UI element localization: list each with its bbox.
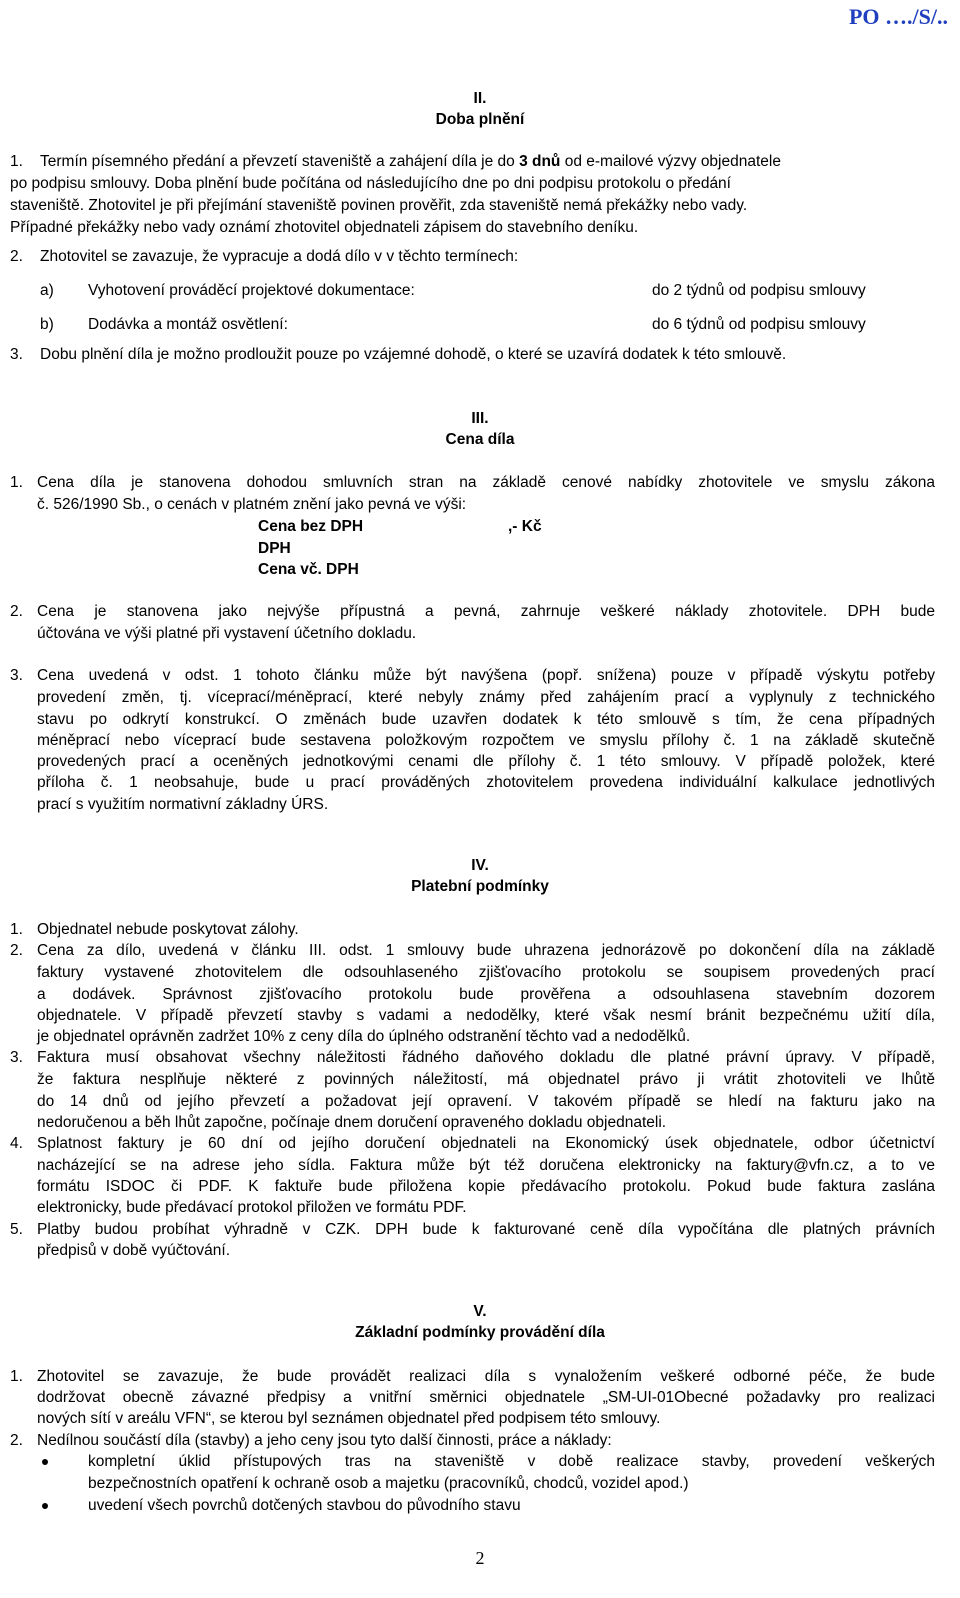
s3-p2-number: 2. [10,603,23,620]
s5-p2-number: 2. [10,1432,23,1449]
s3-p2-line2: účtována ve výši platné při vystavení účetního dokladu. [37,625,417,642]
s5-bullet-line: bezpečnostních opatření k ochraně osob a majetku (pracovníků, chodců, vozidel apod.) [88,1475,689,1492]
section-2-number: II. [473,90,487,107]
s3-p3-line: příloha č. 1 neobsahuje, bude u prací prováděných zhotovitelem provedena individuální kalkulace jednotlivých [37,774,935,791]
section-5-number: V. [473,1303,487,1320]
s2-item-b-letter: b) [40,316,54,333]
vat-label: DPH [258,540,291,557]
s5-bullet-line: uvedení všech povrchů dotčených stavbou do původního stavu [88,1497,521,1514]
s4-item-line: Splatnost faktury je 60 dní od jejího doručení objednateli na Ekonomický úsek objednatele, odbor účetnictví [37,1135,935,1152]
price-without-vat-label: Cena bez DPH [258,518,364,535]
s4-item-number: 5. [10,1221,23,1238]
s4-item-line: faktury vystavené zhotovitelem dle odsouhlaseného zjišťovacího protokolu se soupisem provedených prací [37,964,935,981]
s4-item-line: je objednatel oprávněn zadržet 10% z ceny díla do úplného odstranění těchto vad a nedodělků. [37,1028,691,1045]
section-3-number: III. [471,410,489,427]
s3-p2-line1: Cena je stanovena jako nejvýše přípustná a pevná, zahrnuje veškeré náklady zhotovitele. DPH bude [37,603,935,620]
s5-p1-line: Zhotovitel se zavazuje, že bude provádět realizaci díla s vynaložením veškeré odborné péče, že bude [37,1368,935,1385]
bullet-icon [42,1503,48,1509]
s2-p3-number: 3. [10,346,23,363]
s4-item-line: nacházející se na adrese jeho sídla. Faktura může být též doručena elektronicky na faktury@vfn.cz, a to ve [37,1157,935,1174]
s3-p1-line1: Cena díla je stanovena dohodou smluvních stran na základě cenové nabídky zhotovitele ve smyslu zákona [37,474,935,491]
s4-item-number: 2. [10,942,23,959]
s2-item-b-term: do 6 týdnů od podpisu smlouvy [652,316,866,333]
s3-p3-line: provedení změn, tj. víceprací/méněprací, které nebyly známy před zahájením prací a vyplynuly z technického [37,689,935,706]
s4-item-line: Objednatel nebude poskytovat zálohy. [37,921,299,938]
s2-item-a-letter: a) [40,282,54,299]
s2-item-a-term: do 2 týdnů od podpisu smlouvy [652,282,866,299]
s4-item-line: Platby budou probíhat výhradně v CZK. DPH bude k fakturované ceně díla vypočítána dle platných právních [37,1221,935,1238]
price-unit: ,- Kč [508,518,542,535]
s4-item-line: nedoručenou a běh lhůt započne, počínaje dnem doručení opraveného dokladu objednateli. [37,1114,667,1131]
section-3-title: Cena díla [445,431,515,448]
s4-item-line: že faktura nesplňuje některé z povinných náležitostí, má objednatel právo ji vrátit zhotoviteli ve lhůtě [37,1071,935,1088]
s5-p2-text: Nedílnou součástí díla (stavby) a jeho ceny jsou tyto další činnosti, práce a náklady: [37,1432,612,1449]
s2-p1-line1: Termín písemného předání a převzetí staveniště a zahájení díla je do 3 dnů od e-mailové výzvy objednatele [40,153,781,170]
section-4-title: Platební podmínky [411,878,549,895]
s2-p1-line2: po podpisu smlouvy. Doba plnění bude počítána od následujícího dne po dni podpisu protokolu o předání [10,175,731,192]
s3-p1-line2: č. 526/1990 Sb., o cenách v platném znění jako pevná ve výši: [37,496,467,513]
s2-p1-number: 1. [10,153,23,170]
s4-item-line: Faktura musí obsahovat všechny náležitosti řádného daňového dokladu dle platné právní úpravy. V případě, [37,1049,935,1066]
section-2-title: Doba plnění [435,111,525,128]
s2-p2-text: Zhotovitel se zavazuje, že vypracuje a dodá dílo v v těchto termínech: [40,248,519,265]
s3-p1-number: 1. [10,474,23,491]
s4-item-line: předpisů v době vyúčtování. [37,1242,231,1259]
s2-p1-line4: Případné překážky nebo vady oznámí zhotovitel objednateli zápisem do stavebního deníku. [10,219,639,236]
s4-item-line: objednatele. V případě převzetí stavby s vadami a nedodělky, které však nesmí bránit bezpečnému užití díla, [37,1007,935,1024]
s5-bullet-line: kompletní úklid přístupových tras na staveniště v době realizace stavby, provedení veškerých [88,1453,935,1470]
document-reference: PO …./S/.. [848,4,948,29]
section-5-title: Základní podmínky provádění díla [355,1324,605,1341]
s4-item-line: a dodávek. Správnost zjišťovacího protokolu bude prověřena a odsouhlasena stavebním dozorem [37,986,935,1003]
s2-p1-line3: staveniště. Zhotovitel je při přejímání staveniště povinen prověřit, zda staveniště nemá překážky nebo vady. [10,197,748,214]
section-4-number: IV. [471,857,489,874]
price-with-vat-label: Cena vč. DPH [258,561,359,578]
s4-item-number: 3. [10,1049,23,1066]
s3-p3-line: stavu po odkrytí konstrukcí. O změnách bude uzavřen dodatek k této smlouvě s tím, že cena případných [37,711,935,728]
s3-p3-number: 3. [10,667,23,684]
s2-p3-text: Dobu plnění díla je možno prodloužit pouze po vzájemné dohodě, o které se uzavírá dodatek k této smlouvě. [40,346,787,363]
s4-item-number: 4. [10,1135,23,1152]
bullet-icon [42,1459,48,1465]
s2-item-a-label: Vyhotovení prováděcí projektové dokumentace: [88,282,415,299]
s5-p1-line: nových sítí v areálu VFN“, se kterou byl seznámen objednatel před podpisem této smlouvy. [37,1410,661,1427]
s3-p3-line: méněprací nebo víceprací bude sestavena položkovým rozpočtem ve smyslu přílohy č. 1 na základě skutečně [37,732,935,749]
s2-item-b-label: Dodávka a montáž osvětlení: [88,316,288,333]
s3-p3-line: prací s využitím normativní základny ÚRS. [37,796,329,813]
s4-item-line: Cena za dílo, uvedená v článku III. odst. 1 smlouvy bude uhrazena jednorázově po dokončení díla na základě [37,942,935,959]
s4-item-line: elektronicky, bude předávací protokol přiložen ve formátu PDF. [37,1199,467,1216]
s3-p3-line: provedených prací a oceněných jednotkovými cenami dle přílohy č. 1 této smlouvy. V případě položek, které [37,753,935,770]
s2-p2-number: 2. [10,248,23,265]
s5-p1-line: dodržovat obecně závazné předpisy a vnitřní směrnici objednatele „SM-UI-01Obecné požadavky pro realizaci [37,1389,935,1406]
page-number: 2 [475,1548,485,1568]
s2-p1-days: 3 dnů [519,153,561,170]
s4-item-number: 1. [10,921,23,938]
s5-p1-number: 1. [10,1368,23,1385]
s4-item-line: formátu ISDOC či PDF. K faktuře bude přiložena kopie předávacího protokolu. Pokud bude faktura zaslána [37,1178,935,1195]
s3-p3-line: Cena uvedená v odst. 1 tohoto článku může být navýšena (popř. snížena) pouze v případě výskytu potřeby [37,667,935,684]
s4-item-line: do 14 dnů od jejího převzetí a požadovat její opravení. V takovém případě se hledí na fakturu jako na [37,1093,935,1110]
